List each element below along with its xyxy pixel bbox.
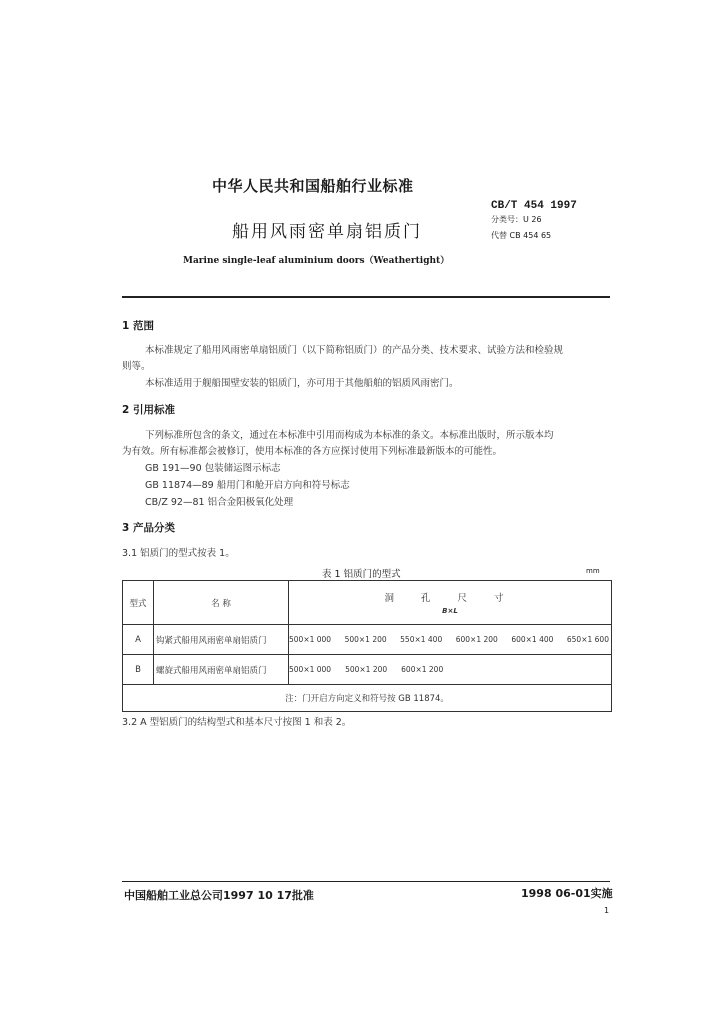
standard-number: CB/T 454 1997: [491, 200, 577, 212]
col-size-code: B×L: [442, 607, 458, 615]
col-size-title: 洞 孔 尺 寸: [384, 593, 516, 604]
row-sizes: [289, 655, 612, 685]
table-note: 注：门开启方向定义和符号按 GB 11874。: [123, 685, 612, 712]
section-1-paragraph-2: 本标准适用于舰船围壁安装的铝质门，亦可用于其他船舶的铝质风雨密门。: [145, 378, 459, 389]
table-header-row: [123, 581, 612, 625]
table-1-caption: 表 1 铝质门的型式: [322, 569, 401, 580]
reference-item: CB/Z 92—81 铝合金阳极氧化处理: [145, 497, 294, 508]
document-title: 船用风雨密单扇铝质门: [232, 222, 422, 242]
section-3-heading: 3 产品分类: [122, 522, 175, 534]
table-1-unit: mm: [586, 567, 600, 575]
section-2-paragraph: 下列标准所包含的条文，通过在本标准中引用而构成为本标准的条文。本标准出版时，所示版本均: [145, 430, 554, 441]
size-value: 500×1 000: [289, 635, 332, 644]
section-2-heading: 2 引用标准: [122, 404, 175, 416]
effective-date: 1998 06-01实施: [521, 887, 613, 900]
replaces-standard: 代替 CB 454 65: [491, 231, 552, 240]
section-2-paragraph-cont: 为有效。所有标准都会被修订，使用本标准的各方应探讨使用下列标准最新版本的可能性。: [122, 446, 503, 457]
document-subtitle-english: Marine single-leaf aluminium doors（Weathertight）: [183, 256, 450, 266]
col-size-header: [289, 581, 612, 625]
classification-number: 分类号：U 26: [491, 215, 542, 224]
footer-divider: [122, 881, 610, 882]
section-3-1: 3.1 铝质门的型式按表 1。: [122, 548, 235, 559]
col-name-header: 名 称: [154, 581, 289, 625]
row-name: 钩紧式船用风雨密单扇铝质门: [154, 625, 289, 655]
section-1-paragraph-1: 本标准规定了船用风雨密单扇铝质门（以下简称铝质门）的产品分类、技术要求、试验方法和检验规: [145, 345, 564, 356]
door-types-table: [122, 580, 612, 712]
size-value: 550×1 400: [400, 635, 443, 644]
page-number: 1: [604, 906, 610, 915]
table-row: [123, 655, 612, 685]
section-3-2: 3.2 A 型铝质门的结构型式和基本尺寸按图 1 和表 2。: [122, 717, 352, 728]
table-note-row: [123, 685, 612, 712]
row-type: B: [123, 655, 154, 685]
section-1-heading: 1 范围: [122, 320, 154, 332]
size-value: 500×1 200: [344, 635, 387, 644]
reference-item: GB 11874—89 船用门和舱开启方向和符号标志: [145, 480, 350, 491]
size-value: 600×1 200: [401, 665, 444, 674]
section-1-paragraph-1-cont: 则等。: [122, 361, 151, 372]
row-sizes: [289, 625, 612, 655]
size-value: 600×1 200: [455, 635, 498, 644]
industry-standard-title: 中华人民共和国船舶行业标准: [212, 177, 414, 195]
table-row: [123, 625, 612, 655]
col-type-header: 型式: [123, 581, 154, 625]
approval-line: 中国船舶工业总公司1997 10 17批准: [124, 889, 314, 902]
size-value: 600×1 400: [511, 635, 554, 644]
size-value: 650×1 600: [566, 635, 609, 644]
size-value: 500×1 000: [289, 665, 332, 674]
reference-item: GB 191—90 包装储运图示标志: [145, 463, 281, 474]
row-type: A: [123, 625, 154, 655]
header-divider: [122, 296, 610, 298]
size-value: 500×1 200: [345, 665, 388, 674]
row-name: 螺旋式船用风雨密单扇铝质门: [154, 655, 289, 685]
